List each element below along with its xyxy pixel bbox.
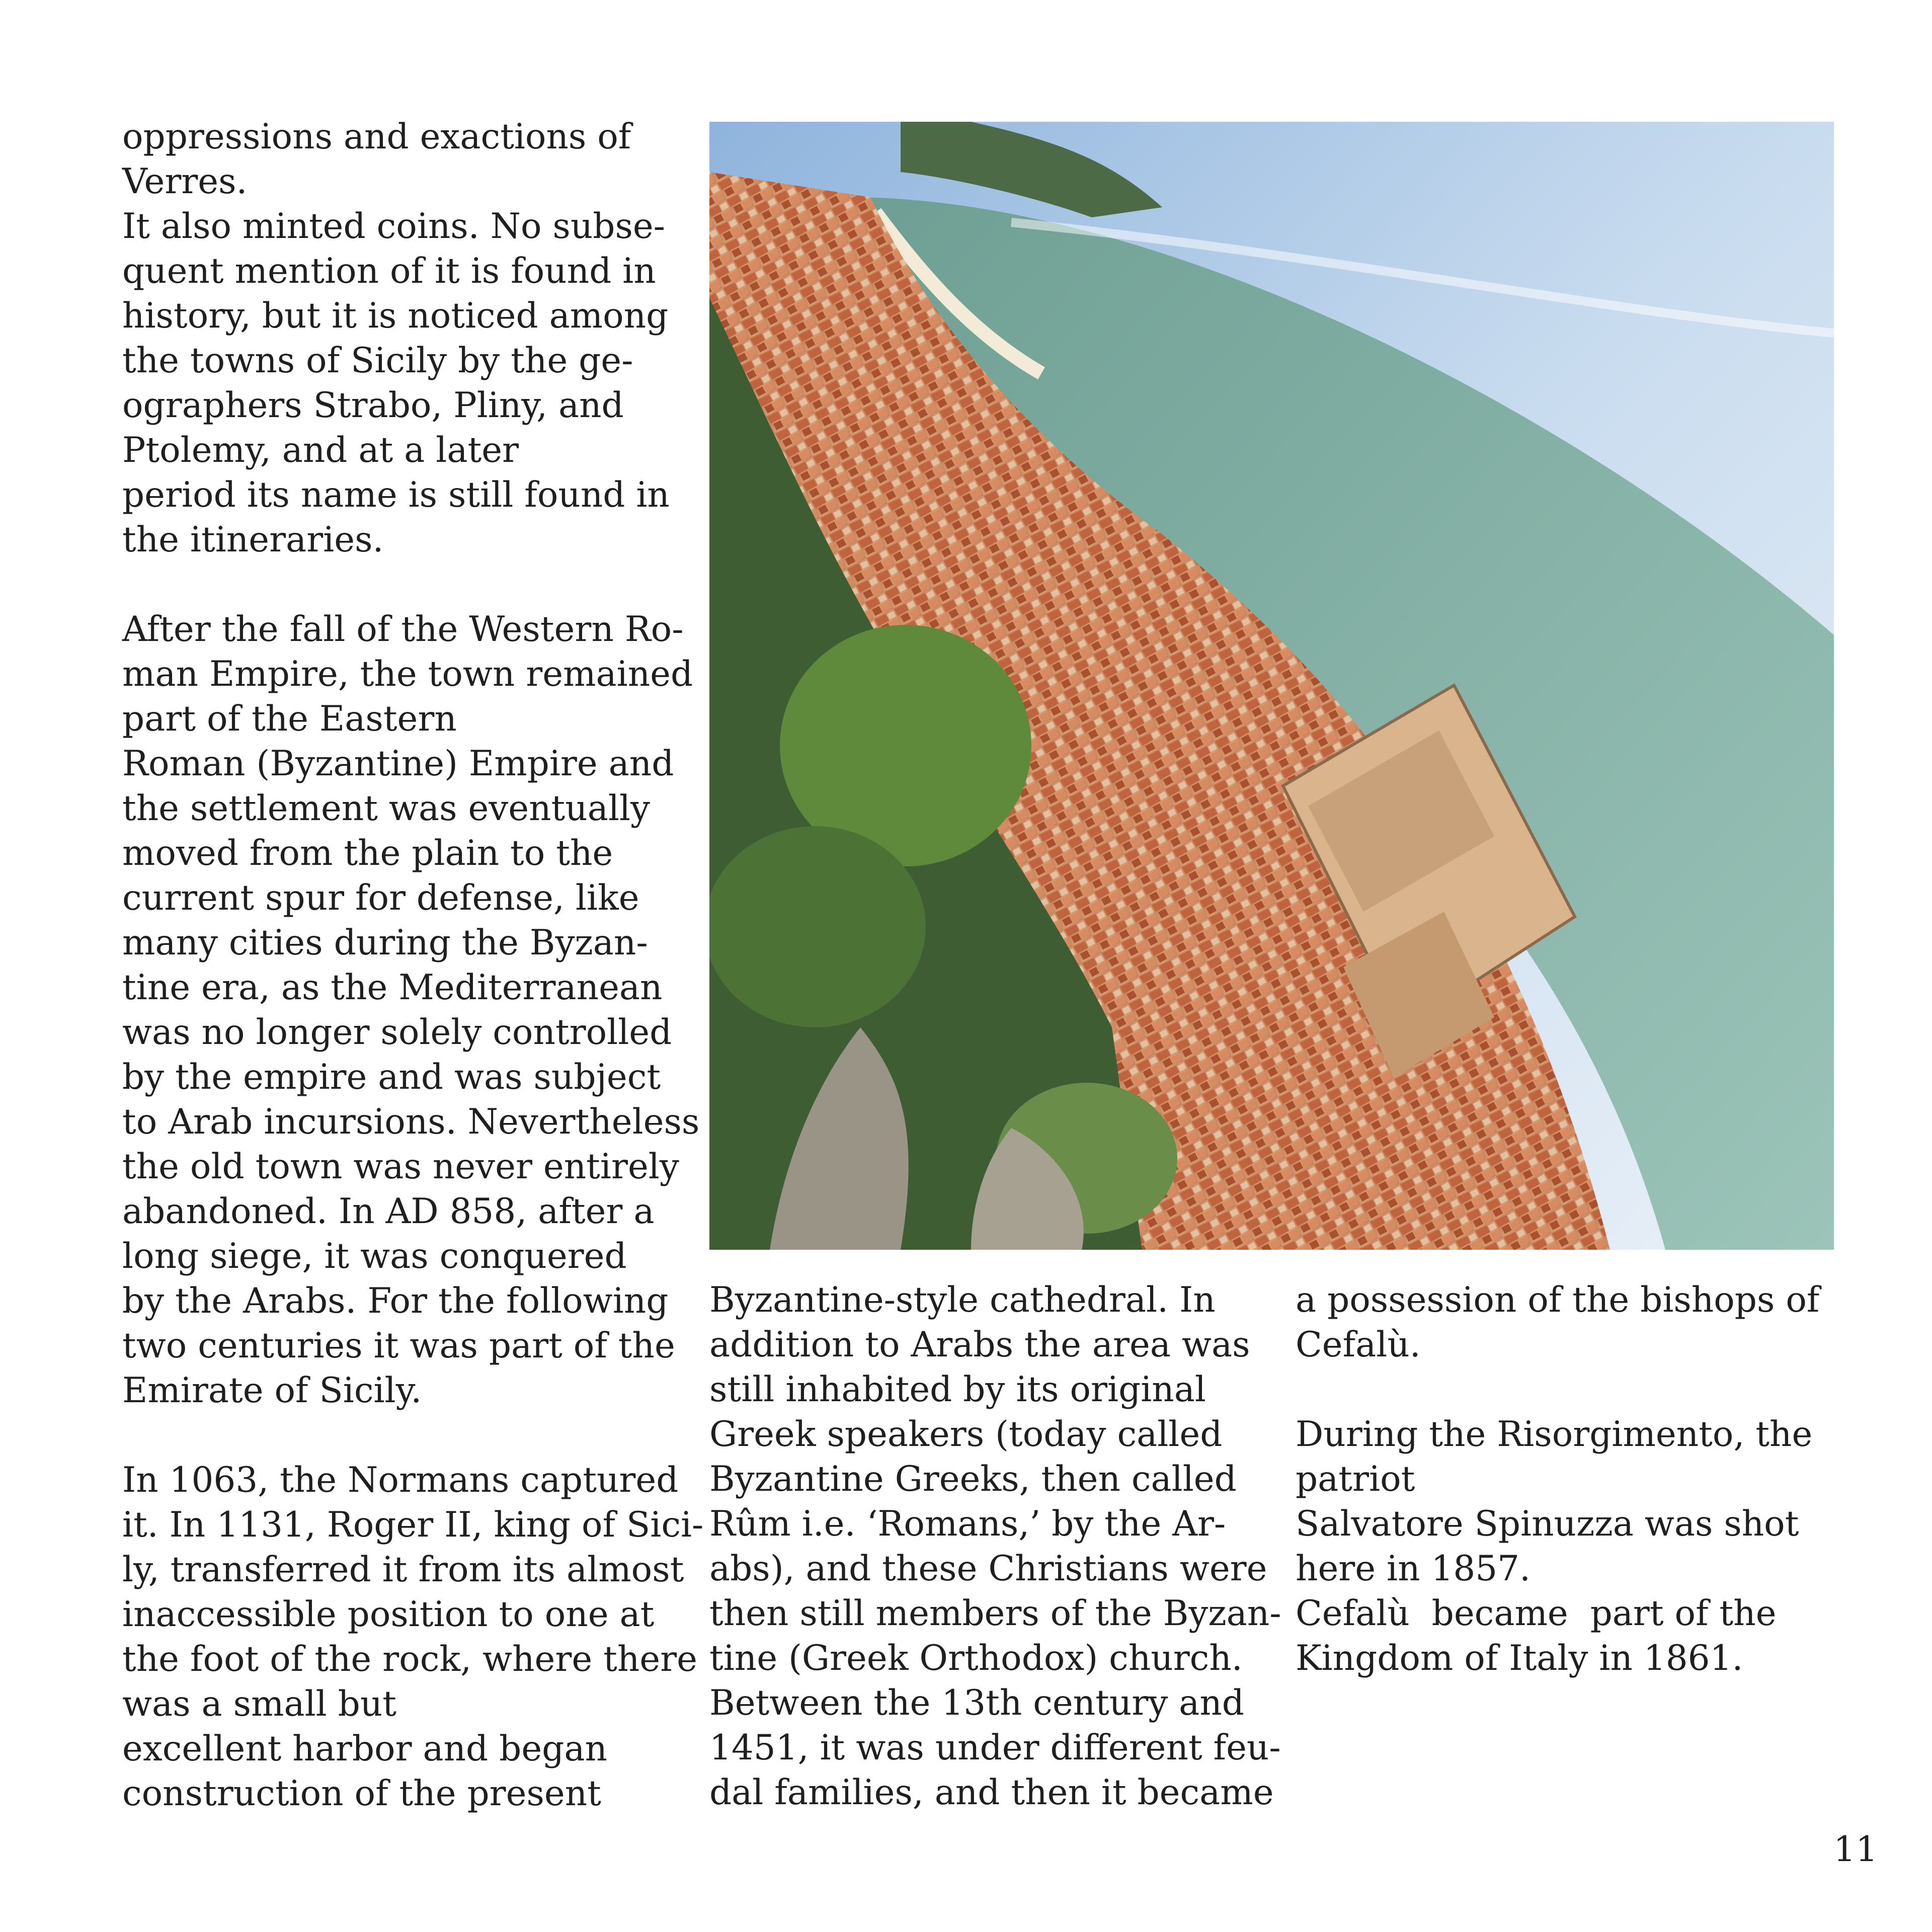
text-line [1296,1367,1819,1412]
text-line: tine (Greek Orthodox) church. [709,1638,1243,1678]
text-line: the old town was never entirely [122,1147,679,1187]
text-line: patriot [1296,1459,1415,1499]
text-line [122,1413,703,1458]
text-line: It also minted coins. No subse- [122,206,666,247]
text-line: Greek speakers (today called [709,1414,1223,1455]
text-line: During the Risorgimento, the [1296,1414,1813,1455]
text-line: Cefalù. [1296,1325,1421,1365]
text-line: Cefalù became part of the [1296,1593,1777,1634]
text-line: addition to Arabs the area was [709,1325,1250,1365]
text-column-left [122,115,703,1816]
text-line: Byzantine-style cathedral. In [709,1280,1216,1320]
text-line: abs), and these Christians were [709,1549,1267,1589]
text-line: tine era, as the Mediterranean [122,968,663,1008]
text-line: Kingdom of Italy in 1861. [1296,1638,1743,1678]
text-line: man Empire, the town remained [122,654,693,694]
text-line: ly, transferred it from its almost [122,1550,684,1590]
text-line: it. In 1131, Roger II, king of Sici- [122,1505,704,1545]
text-line: Roman (Byzantine) Empire and [122,744,674,784]
text-line: then still members of the Byzan- [709,1593,1281,1634]
text-line: by the empire and was subject [122,1057,661,1097]
text-line: history, but it is noticed among [122,296,669,336]
text-line: dal families, and then it became [709,1773,1274,1813]
text-line: here in 1857. [1296,1549,1531,1589]
text-line: After the fall of the Western Ro- [122,609,684,650]
aerial-town-photo [709,122,1834,1250]
text-line: by the Arabs. For the following [122,1281,669,1321]
text-line: inaccessible position to one at [122,1594,655,1635]
page-number: 11 [1833,1829,1878,1870]
text-line: a possession of the bishops of [1296,1280,1820,1320]
text-line: the foot of the rock, where there [122,1639,697,1679]
text-line: construction of the present [122,1774,601,1814]
text-line: Byzantine Greeks, then called [709,1459,1237,1499]
text-line: Emirate of Sicily. [122,1371,422,1411]
text-line: was a small but [122,1684,396,1724]
text-line: moved from the plain to the [122,833,613,873]
text-line: Ptolemy, and at a later [122,430,519,470]
text-line: Verres. [122,162,248,202]
text-line: to Arab incursions. Nevertheless [122,1102,700,1142]
text-line: the settlement was eventually [122,788,650,829]
text-line: many cities during the Byzan- [122,923,648,963]
text-line: Salvatore Spinuzza was shot [1296,1504,1799,1544]
text-line: current spur for defense, like [122,878,639,918]
text-line: two centuries it was part of the [122,1326,675,1366]
text-line: Rûm i.e. ‘Romans,’ by the Ar- [709,1504,1226,1544]
text-line: the itineraries. [122,520,384,560]
text-line: In 1063, the Normans captured [122,1460,679,1500]
text-line: Between the 13th century and [709,1683,1244,1723]
text-line: ographers Strabo, Pliny, and [122,385,624,426]
text-column-right [1296,1278,1819,1681]
text-line: excellent harbor and began [122,1729,607,1769]
text-column-middle [709,1278,1281,1815]
text-line: was no longer solely controlled [122,1012,672,1053]
text-line: part of the Eastern [122,699,457,739]
text-line: 1451, it was under different feu- [709,1728,1281,1768]
text-line: the towns of Sicily by the ge- [122,341,633,381]
text-line: oppressions and exactions of [122,117,631,157]
text-line: long siege, it was conquered [122,1236,627,1276]
text-line: abandoned. In AD 858, after a [122,1191,655,1232]
text-line: still inhabited by its original [709,1370,1206,1410]
text-line: quent mention of it is found in [122,251,656,291]
text-line [122,562,703,607]
text-line: period its name is still found in [122,475,670,515]
